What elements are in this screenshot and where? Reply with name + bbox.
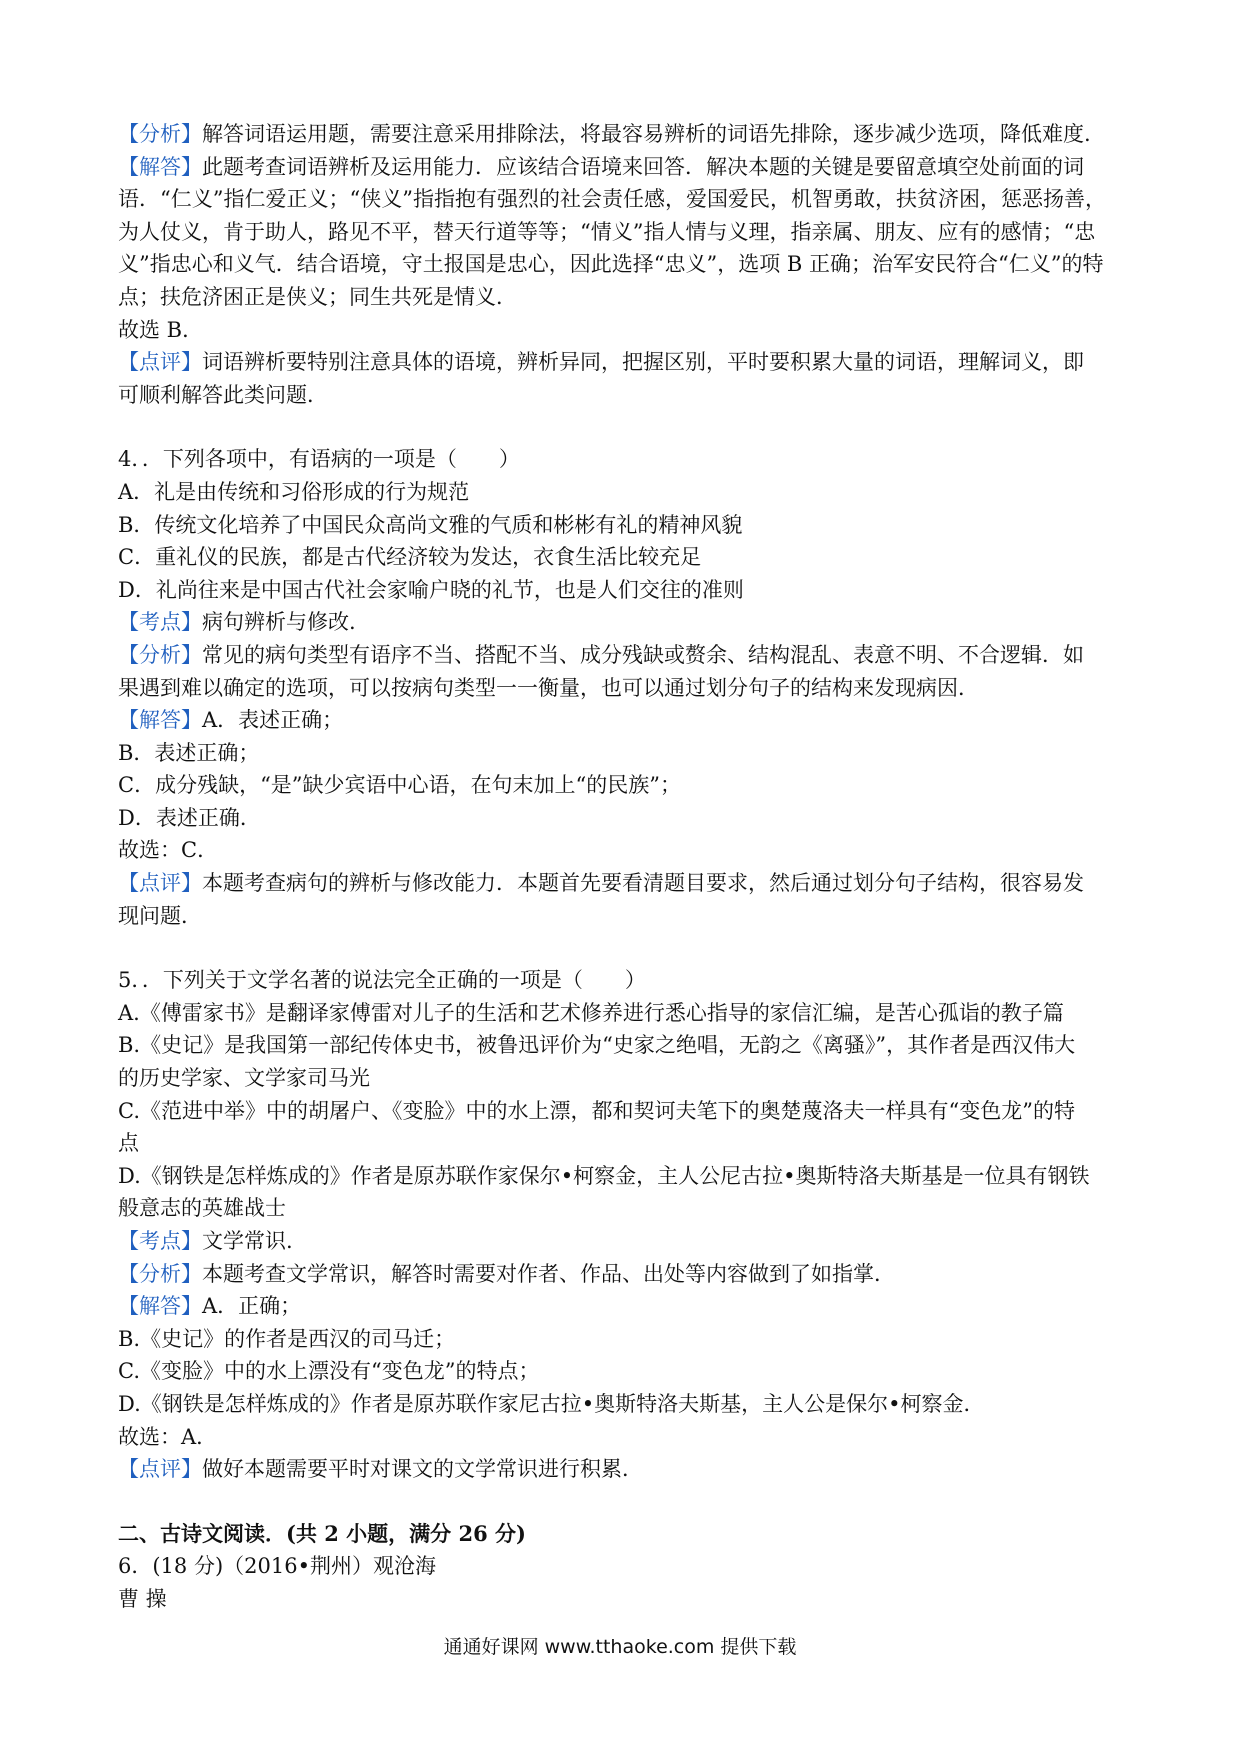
- section-tag-label: 【分析】: [118, 122, 202, 146]
- line-text: 词语辨析要特别注意具体的语境，辨析异同，把握区别，平时要积累大量的词语，理解词义，即: [202, 350, 1084, 375]
- text-line: [118, 1225, 1128, 1258]
- line-text: C.《范进中举》中的胡屠户、《变脸》中的水上漂，都和契诃夫笔下的奥楚蔑洛夫一样具有“变色龙”的特: [118, 1098, 1075, 1123]
- line-text: 的历史学家、文学家司马光: [118, 1066, 370, 1091]
- section-tag-label: 【考点】: [118, 610, 202, 635]
- line-text: 语．“仁义”指仁爱正义；“侠义”指指抱有强烈的社会责任感，爱国爱民，机智勇敢，扶贫济困，惩恶扬善，: [118, 187, 1106, 212]
- text-line: [118, 509, 1128, 542]
- section-tag-label: 【分析】: [118, 642, 202, 667]
- text-line: [118, 574, 1128, 607]
- text-line: [118, 900, 1128, 933]
- poem-author: 曹 操: [118, 1586, 167, 1611]
- text-line: [118, 606, 1128, 639]
- text-line: [118, 314, 1128, 347]
- question-block: [118, 964, 1128, 1486]
- line-text: 可顺利解答此类问题．: [118, 382, 328, 407]
- text-line: [118, 443, 1128, 476]
- line-text: A．表述正确；: [202, 708, 344, 733]
- text-line: [118, 248, 1128, 281]
- text-line: [118, 1127, 1128, 1160]
- section-tag-label: 【解答】: [118, 708, 202, 733]
- line-text: 此题考查词语辨析及运用能力．应该结合语境来回答．解决本题的关键是要留意填空处前面的词: [202, 154, 1084, 179]
- text-line: [118, 216, 1128, 249]
- line-text: 义”指忠心和义气．结合语境，守土报国是忠心，因此选择“忠义”，选项 B 正确；治军安民符合“仁义”的特: [118, 252, 1104, 277]
- line-text: B.《史记》是我国第一部纪传体史书，被鲁迅评价为“史家之绝唱，无韵之《离骚》”，其作者是西汉伟大: [118, 1033, 1076, 1058]
- text-line: [118, 964, 1128, 997]
- line-text: B．传统文化培养了中国民众高尚文雅的气质和彬彬有礼的精神风貌: [118, 512, 743, 537]
- text-line: [118, 151, 1128, 184]
- text-line: [118, 541, 1128, 574]
- line-text: 常见的病句类型有语序不当、搭配不当、成分残缺或赘余、结构混乱、表意不明、不合逻辑．如: [202, 642, 1084, 667]
- section-header: [118, 1518, 1128, 1616]
- text-line: [118, 346, 1128, 379]
- line-text: D．礼尚往来是中国古代社会家喻户晓的礼节，也是人们交往的准则: [118, 577, 744, 602]
- line-text: 解答词语运用题，需要注意采用排除法，将最容易辨析的词语先排除，逐步减少选项，降低难度.: [202, 122, 1091, 146]
- text-line: [118, 1160, 1128, 1193]
- line-text: 般意志的英雄战士: [118, 1196, 286, 1221]
- line-text: B．表述正确；: [118, 740, 260, 765]
- line-text: 果遇到难以确定的选项，可以按病句类型一一衡量，也可以通过划分句子的结构来发现病因．: [118, 675, 979, 700]
- text-line: [118, 1062, 1128, 1095]
- text-line: [118, 867, 1128, 900]
- text-line: [118, 476, 1128, 509]
- line-text: 故选 B．: [118, 317, 204, 342]
- text-line: [118, 1453, 1128, 1486]
- line-text: D.《钢铁是怎样炼成的》作者是原苏联作家保尔•柯察金，主人公尼古拉•奥斯特洛夫斯基是一位具有钢铁: [118, 1163, 1090, 1188]
- line-text: 本题考查病句的辨析与修改能力．本题首先要看清题目要求，然后通过划分句子结构，很容易发: [202, 871, 1084, 896]
- text-line: [118, 1290, 1128, 1323]
- line-text: A．礼是由传统和习俗形成的行为规范: [118, 479, 470, 504]
- text-line: [118, 118, 1128, 151]
- line-text: 文学常识.: [202, 1229, 293, 1253]
- text-line: [118, 1029, 1128, 1062]
- text-line: [118, 1095, 1128, 1128]
- text-line: [118, 281, 1128, 314]
- line-text: A.《傅雷家书》是翻译家傅雷对儿子的生活和艺术修养进行悉心指导的家信汇编，是苦心孤诣的教子篇: [118, 1000, 1064, 1025]
- line-text: 为人仗义，肯于助人，路见不平，替天行道等等；“情义”指人情与义理，指亲属、朋友、应有的感情；“忠: [118, 219, 1096, 244]
- text-line: [118, 802, 1128, 835]
- line-text: 做好本题需要平时对课文的文学常识进行积累．: [202, 1457, 643, 1482]
- section-tag-label: 【点评】: [118, 350, 202, 375]
- text-line: [118, 1355, 1128, 1388]
- line-text: D．表述正确．: [118, 805, 261, 830]
- text-line: [118, 1192, 1128, 1225]
- section-tag-label: 【解答】: [118, 1294, 202, 1319]
- line-text: C.《变脸》中的水上漂没有“变色龙”的特点；: [118, 1359, 540, 1384]
- line-text: 现问题．: [118, 903, 202, 928]
- text-line: [118, 769, 1128, 802]
- line-text: C．重礼仪的民族，都是古代经济较为发达，衣食生活比较充足: [118, 545, 702, 570]
- section-tag-label: 【点评】: [118, 871, 202, 896]
- line-text: 故选：A．: [118, 1424, 218, 1449]
- line-text: 本题考查文学常识，解答时需要对作者、作品、出处等内容做到了如指掌．: [202, 1261, 895, 1286]
- text-line: [118, 639, 1128, 672]
- question-block: [118, 443, 1128, 932]
- line-text: B.《史记》的作者是西汉的司马迁；: [118, 1326, 456, 1351]
- line-text: C．成分残缺，“是”缺少宾语中心语，在句末加上“的民族”；: [118, 773, 682, 798]
- text-line: [118, 997, 1128, 1030]
- line-text: 5．．下列关于文学名著的说法完全正确的一项是（ ）: [118, 968, 646, 993]
- line-text: 病句辨析与修改.: [202, 610, 356, 635]
- text-line: [118, 1421, 1128, 1454]
- text-line: [118, 1388, 1128, 1421]
- text-line: [118, 704, 1128, 737]
- question-block: [118, 118, 1128, 411]
- text-line: [118, 672, 1128, 705]
- text-line: [118, 1258, 1128, 1291]
- text-line: [118, 183, 1128, 216]
- page-footer: 通通好课网 www.tthaoke.com 提供下载: [443, 1636, 797, 1658]
- document-page: [118, 118, 1128, 1616]
- question-6-stem: 6．(18 分)（2016•荆州）观沧海: [118, 1554, 436, 1579]
- section-tag-label: 【解答】: [118, 154, 202, 179]
- answer-blocks: [118, 118, 1128, 1486]
- line-text: A．正确；: [202, 1294, 302, 1319]
- line-text: 点；扶危济困正是侠义；同生共死是情义．: [118, 284, 517, 309]
- line-text: 点: [118, 1131, 139, 1156]
- text-line: [118, 379, 1128, 412]
- line-text: 4．．下列各项中，有语病的一项是（ ）: [118, 447, 520, 472]
- section-tag-label: 【分析】: [118, 1261, 202, 1286]
- line-text: D.《钢铁是怎样炼成的》作者是原苏联作家尼古拉•奥斯特洛夫斯基，主人公是保尔•柯察金．: [118, 1391, 985, 1416]
- text-line: [118, 1323, 1128, 1356]
- text-line: [118, 834, 1128, 867]
- section-tag-label: 【点评】: [118, 1457, 202, 1482]
- section-tag-label: 【考点】: [118, 1229, 202, 1253]
- line-text: 故选：C．: [118, 838, 219, 863]
- text-line: [118, 737, 1128, 770]
- section-title: 二、古诗文阅读．(共 2 小题，满分 26 分): [118, 1520, 526, 1546]
